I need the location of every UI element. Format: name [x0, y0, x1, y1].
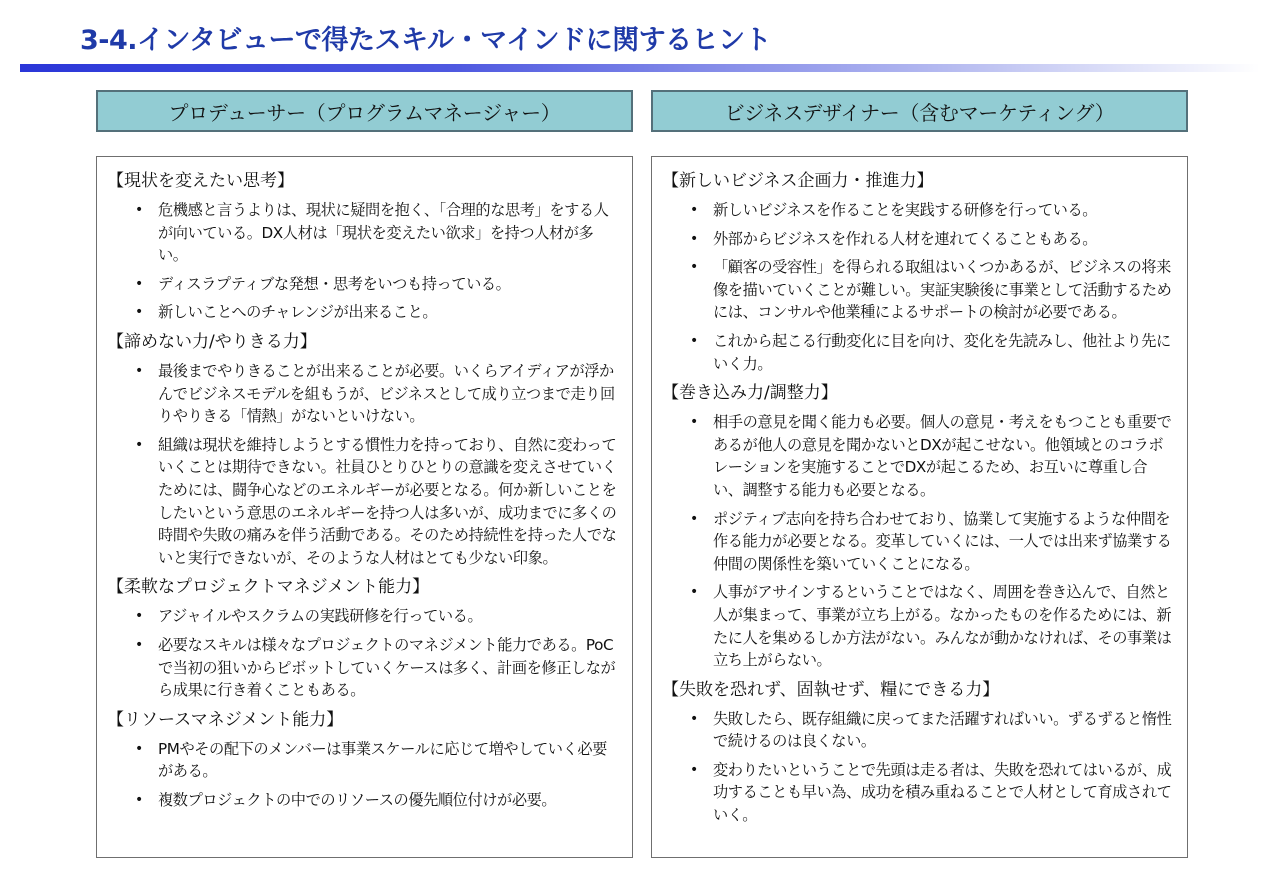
producer-column-header [96, 90, 633, 132]
bullet-item: • 相手の意見を聞く能力も必要。個人の意見・考えをもつことも重要であるが他人の意見を聞かないとDXが起こせない。他領域とのコラボレーションを実施することでDXが起こるため、お互いに尊重し合い、調整する能力も必要となる。 [666, 411, 1173, 501]
bullet-item: • 必要なスキルは様々なプロジェクトのマネジメント能力である。PoCで当初の狙いからピボットしていくケースは多く、計画を修正しながら成果に行き着くこともある。 [111, 634, 618, 702]
section-title: 【柔軟なプロジェクトマネジメント能力】 [107, 577, 430, 598]
section-title: 【現状を変えたい思考】 [107, 171, 294, 191]
bullet-item: • 「顧客の受容性」を得られる取組はいくつかあるが、ビジネスの将来像を描いていくことが難しい。実証実験後に事業として活動するためには、コンサルや他業種によるサポートの検討が必要である。 [666, 256, 1173, 324]
title-underline-bar [20, 64, 1260, 72]
bullet-item: • ディスラプティブな発想・思考をいつも持っている。 [111, 273, 618, 296]
bullet-list [666, 411, 1173, 672]
bullet-item: • ポジティブ志向を持ち合わせており、協業して実施するような仲間を作る能力が必要となる。変革していくには、一人では出来ず協業する仲間の関係性を築いていくことになる。 [666, 508, 1173, 576]
business-designer-column-header [651, 90, 1188, 132]
business-designer-panel [651, 156, 1188, 858]
bullet-item: • 外部からビジネスを作れる人材を連れてくることもある。 [666, 228, 1173, 251]
bullet-list [666, 708, 1173, 827]
bullet-list [111, 360, 618, 569]
page-title: 3-4.インタビューで得たスキル・マインドに関するヒント [80, 25, 772, 56]
bullet-item: • 新しいビジネスを作ることを実践する研修を行っている。 [666, 199, 1173, 222]
bullet-item: • 変わりたいということで先頭は走る者は、失敗を恐れてはいるが、成功することも早い為、成功を積み重ねることで人材として育成されていく。 [666, 759, 1173, 827]
bullet-item: • PMやその配下のメンバーは事業スケールに応じて増やしていく必要がある。 [111, 738, 618, 783]
section-title: 【新しいビジネス企画力・推進力】 [662, 171, 934, 191]
bullet-item: • アジャイルやスクラムの実践研修を行っている。 [111, 605, 618, 628]
bullet-item: • 失敗したら、既存組織に戻ってまた活躍すればいい。ずるずると惰性で続けるのは良くない。 [666, 708, 1173, 753]
business-designer-header-label: ビジネスデザイナー（含むマーケティング） [724, 100, 1115, 125]
bullet-list [111, 605, 618, 701]
bullet-item: • 複数プロジェクトの中でのリソースの優先順位付けが必要。 [111, 789, 618, 812]
bullet-list [111, 199, 618, 324]
bullet-item: • 組織は現状を維持しようとする慣性力を持っており、自然に変わっていくことは期待できない。社員ひとりひとりの意識を変えさせていくためには、闘争心などのエネルギーが必要となる。何か新しいことをしたいという意思のエネルギーを持つ人は多いが、成功までに多くの時間や失敗の痛みを伴う活動である。そのため持続性を持った人でないと実行できないが、そのような人材はとても少ない印象。 [111, 434, 618, 570]
bullet-list [111, 738, 618, 812]
section-title: 【リソースマネジメント能力】 [107, 709, 344, 730]
section-title: 【巻き込み力/調整力】 [662, 383, 838, 404]
producer-panel [96, 156, 633, 858]
bullet-item: • 最後までやりきることが出来ることが必要。いくらアイディアが浮かんでビジネスモデルを組もうが、ビジネスとして成り立つまで走り回りやりきる「情熱」がないといけない。 [111, 360, 618, 428]
section-title: 【失敗を恐れず、固執せず、糧にできる力】 [662, 679, 1000, 700]
bullet-item: • 危機感と言うよりは、現状に疑問を抱く、「合理的な思考」をする人が向いている。DX人材は「現状を変えたい欲求」を持つ人材が多い。 [111, 199, 618, 267]
bullet-item: • 人事がアサインするということではなく、周囲を巻き込んで、自然と人が集まって、事業が立ち上がる。なかったものを作るためには、新たに人を集めるしか方法がない。みんなが動かなければ、その事業は立ち上がらない。 [666, 581, 1173, 671]
bullet-item: • これから起こる行動変化に目を向け、変化を先読みし、他社より先にいく力。 [666, 330, 1173, 375]
bullet-item: • 新しいことへのチャレンジが出来ること。 [111, 301, 618, 324]
producer-header-label: プロデューサー（プログラムマネージャー） [168, 100, 561, 125]
section-title: 【諦めない力/やりきる力】 [107, 331, 317, 352]
bullet-list [666, 199, 1173, 375]
